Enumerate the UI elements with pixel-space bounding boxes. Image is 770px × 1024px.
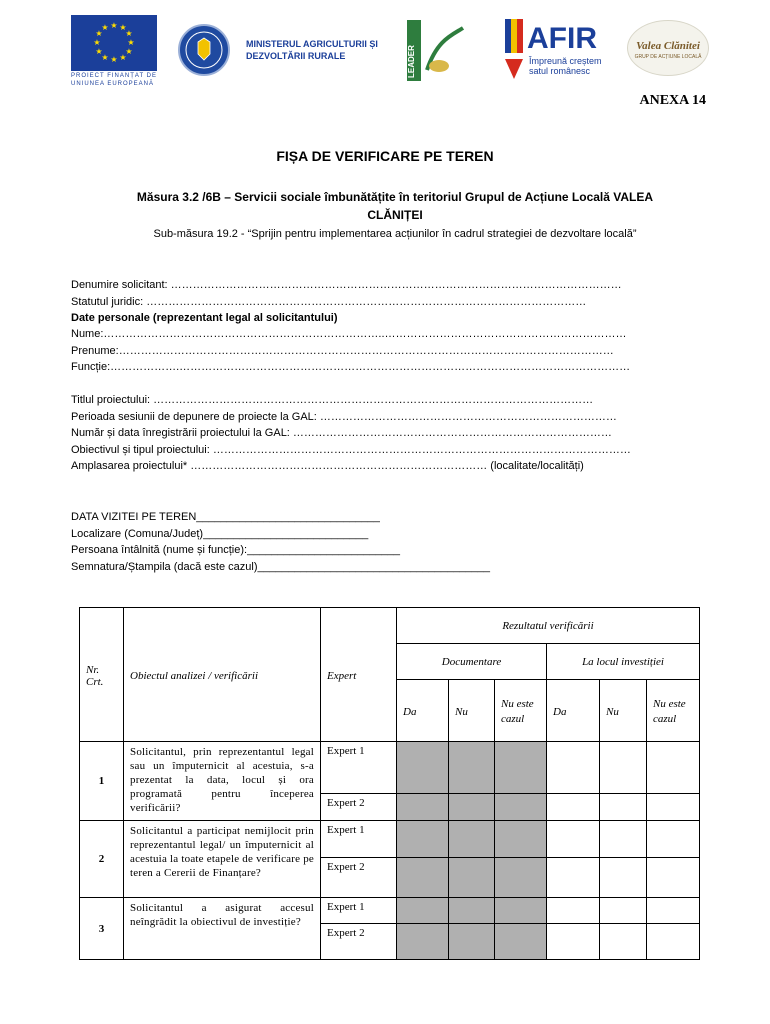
svg-text:★: ★ — [119, 53, 127, 62]
row-2-e2-doc-nec[interactable] — [495, 858, 547, 898]
row-1-e1-doc-nec[interactable] — [495, 742, 547, 794]
row-2-text: Solicitantul a participat nemijlocit prin reprezentantul legal/ un împuternicit al acestuia la toate etapele de verificare pe teren a Cererii de Finanțare? — [124, 821, 321, 898]
field-data-vizitei: DATA VIZITEI PE TEREN______________________________ — [71, 511, 380, 523]
svg-text:★: ★ — [101, 53, 109, 62]
verification-table — [79, 607, 700, 960]
header-loc-da: Da — [547, 680, 600, 742]
row-2-e2-loc-nu[interactable] — [600, 858, 647, 898]
row-2-e2-doc-nu[interactable] — [449, 858, 495, 898]
field-obiectiv: Obiectivul și tipul proiectului: …………………………………………………………………………………………………… — [71, 444, 631, 456]
afir-slogan: Împreună creștem satul românesc — [529, 56, 602, 76]
row-3-e1-doc-da[interactable] — [397, 898, 449, 924]
field-functie: Funcție:……………….…………………………………………………………………………………………………………… — [71, 361, 631, 373]
row-3-e2-loc-nu[interactable] — [600, 924, 647, 960]
header-rezultat: Rezultatul verificării — [397, 608, 700, 644]
government-seal-icon — [178, 24, 230, 76]
svg-text:★: ★ — [110, 21, 118, 30]
svg-text:★: ★ — [95, 29, 103, 38]
row-2-nr: 2 — [80, 821, 124, 898]
field-amplasare: Amplasarea proiectului* ……………………………………………………………………… (localitate/localități) — [71, 460, 584, 472]
row-2-expert-2: Expert 2 — [321, 858, 397, 898]
annex-label: ANEXA 14 — [639, 93, 706, 108]
row-3-e1-loc-nec[interactable] — [647, 898, 700, 924]
row-1-expert-1: Expert 1 — [321, 742, 397, 794]
row-3-e1-loc-da[interactable] — [547, 898, 600, 924]
row-1-text: Solicitantul, prin reprezentantul legal sau un împuternicit al acestuia, s-a prezentat la data, locul și ora programată pentru începerea verificării? — [124, 742, 321, 821]
row-2-e2-loc-nec[interactable] — [647, 858, 700, 898]
row-1-expert-2: Expert 2 — [321, 794, 397, 821]
valea-name: Valea Clănitei — [636, 40, 700, 52]
row-3-e2-doc-nec[interactable] — [495, 924, 547, 960]
measure-line-1: Măsura 3.2 /6B – Servicii sociale îmbunătățite în teritoriul Grupul de Acțiune Locală VALEA — [136, 190, 654, 204]
row-2-e1-doc-da[interactable] — [397, 821, 449, 858]
svg-text:★: ★ — [125, 29, 133, 38]
valea-subtitle: GRUP DE ACȚIUNE LOCALĂ — [634, 54, 702, 60]
row-1-e2-doc-da[interactable] — [397, 794, 449, 821]
field-numar: Număr și data înregistrării proiectului la GAL: …………………………………………………………………………… — [71, 427, 612, 439]
row-1-e1-loc-nec[interactable] — [647, 742, 700, 794]
row-1-e2-doc-nu[interactable] — [449, 794, 495, 821]
row-3-e1-doc-nu[interactable] — [449, 898, 495, 924]
row-3-e2-loc-da[interactable] — [547, 924, 600, 960]
svg-text:★: ★ — [110, 55, 118, 64]
row-1-e1-doc-da[interactable] — [397, 742, 449, 794]
row-2-e1-loc-nec[interactable] — [647, 821, 700, 858]
row-1-nr: 1 — [80, 742, 124, 821]
svg-text:★: ★ — [101, 23, 109, 32]
eu-flag-logo — [71, 15, 157, 71]
document-title: FIȘA DE VERIFICARE PE TEREN — [276, 148, 494, 164]
row-3-expert-2: Expert 2 — [321, 924, 397, 960]
row-2-e2-loc-da[interactable] — [547, 858, 600, 898]
afir-flag-icon — [503, 19, 525, 79]
header-loc-nu-este-cazul: Nu este cazul — [647, 680, 700, 742]
row-1-e1-loc-nu[interactable] — [600, 742, 647, 794]
svg-text:★: ★ — [125, 47, 133, 56]
row-3-e1-loc-nu[interactable] — [600, 898, 647, 924]
row-1-e2-loc-da[interactable] — [547, 794, 600, 821]
field-titlu: Titlul proiectului: ………………………………………………………………………………………………………… — [71, 394, 594, 406]
row-3-e1-doc-nec[interactable] — [495, 898, 547, 924]
row-2-e1-loc-nu[interactable] — [600, 821, 647, 858]
row-3-text: Solicitantul a asigurat accesul neîngrădit la obiectivul de investiție? — [124, 898, 321, 960]
header-obiectul: Obiectul analizei / verificării — [124, 608, 321, 742]
row-1-e1-loc-da[interactable] — [547, 742, 600, 794]
svg-text:★: ★ — [127, 38, 135, 47]
row-3-nr: 3 — [80, 898, 124, 960]
header-nr-crt: Nr. Crt. — [80, 608, 124, 742]
header-la-locul: La locul investiției — [547, 644, 700, 680]
row-2-e2-doc-da[interactable] — [397, 858, 449, 898]
afir-name: AFIR — [527, 22, 597, 55]
ministry-name: MINISTERUL AGRICULTURII ȘI DEZVOLTĂRII RURALE — [246, 39, 378, 61]
field-denumire: Denumire solicitant: …………………………………………………………………………………………………………… — [71, 279, 622, 291]
field-semnatura: Semnatura/Ștampila (dacă este cazul)______________________________________ — [71, 561, 490, 573]
row-3-expert-1: Expert 1 — [321, 898, 397, 924]
leader-label: LEADER — [407, 45, 416, 78]
row-2-e1-loc-da[interactable] — [547, 821, 600, 858]
row-1-e2-loc-nu[interactable] — [600, 794, 647, 821]
header-doc-nu-este-cazul: Nu este cazul — [495, 680, 547, 742]
eu-caption: PROIECT FINANȚAT DE UNIUNEA EUROPEANĂ — [71, 73, 158, 87]
row-2-expert-1: Expert 1 — [321, 821, 397, 858]
section-date-personale: Date personale (reprezentant legal al solicitantului) — [71, 312, 338, 324]
row-2-e1-doc-nu[interactable] — [449, 821, 495, 858]
leader-logo — [407, 20, 468, 81]
row-2-e1-doc-nec[interactable] — [495, 821, 547, 858]
header-expert: Expert — [321, 608, 397, 742]
svg-text:★: ★ — [119, 23, 127, 32]
field-perioada: Perioada sesiunii de depunere de proiecte la GAL: ……………………………………………………………………… — [71, 411, 617, 423]
field-localizare: Localizare (Comuna/Județ)___________________________ — [71, 528, 369, 540]
row-1-e2-doc-nec[interactable] — [495, 794, 547, 821]
field-prenume: Prenume:……………………………………………………………………………………………………………………… — [71, 345, 614, 357]
row-3-e2-doc-nu[interactable] — [449, 924, 495, 960]
row-3-e2-doc-da[interactable] — [397, 924, 449, 960]
header-loc-nu: Nu — [600, 680, 647, 742]
header-doc-da: Da — [397, 680, 449, 742]
submeasure-title: Sub-măsura 19.2 - “Sprijin pentru implementarea acțiunilor în cadrul strategiei de dezvoltare locală” — [153, 228, 637, 240]
row-3-e2-loc-nec[interactable] — [647, 924, 700, 960]
measure-line-2: CLĂNIȚEI — [367, 208, 423, 222]
header-documentare: Documentare — [397, 644, 547, 680]
field-nume: Nume:…………………………………………………………………..………………………………………………………… — [71, 328, 627, 340]
row-1-e1-doc-nu[interactable] — [449, 742, 495, 794]
row-1-e2-loc-nec[interactable] — [647, 794, 700, 821]
field-persoana: Persoana întâlnită (nume și funcție):_________________________ — [71, 544, 401, 556]
svg-text:★: ★ — [93, 38, 101, 47]
header-doc-nu: Nu — [449, 680, 495, 742]
field-statut: Statutul juridic: ………………………………………………………………………………………………………… — [71, 296, 587, 308]
measure-title — [70, 188, 720, 224]
svg-text:★: ★ — [95, 47, 103, 56]
